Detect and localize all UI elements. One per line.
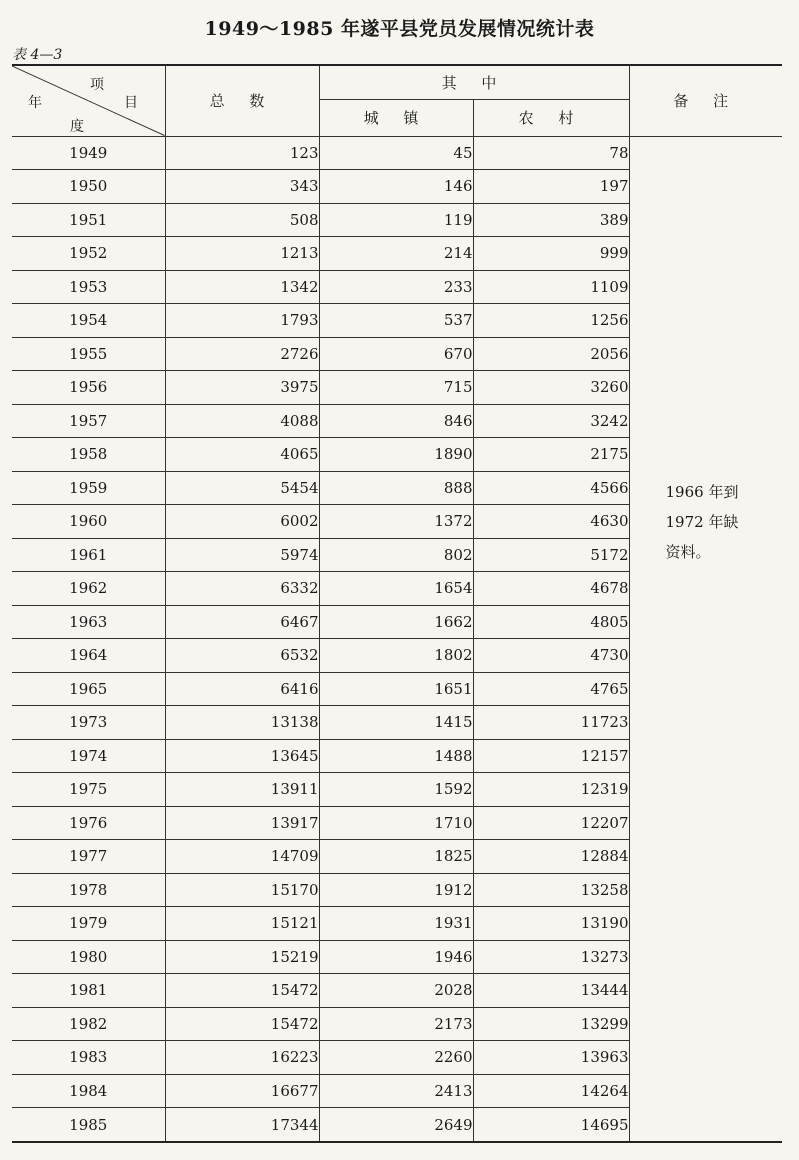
total-cell: 6532 <box>165 639 319 673</box>
total-cell: 13911 <box>165 773 319 807</box>
rural-cell: 5172 <box>473 538 629 572</box>
urban-cell: 1488 <box>319 739 473 773</box>
rural-cell: 13299 <box>473 1007 629 1041</box>
year-cell: 1963 <box>12 605 165 639</box>
header-total: 总 数 <box>165 66 319 136</box>
table-body <box>12 136 782 1141</box>
total-cell: 5454 <box>165 471 319 505</box>
total-cell: 5974 <box>165 538 319 572</box>
year-cell: 1964 <box>12 639 165 673</box>
urban-cell: 888 <box>319 471 473 505</box>
rural-cell: 4630 <box>473 505 629 539</box>
urban-cell: 146 <box>319 170 473 204</box>
urban-cell: 45 <box>319 136 473 170</box>
rural-cell: 13444 <box>473 974 629 1008</box>
year-cell: 1976 <box>12 806 165 840</box>
urban-cell: 802 <box>319 538 473 572</box>
rural-cell: 14695 <box>473 1108 629 1142</box>
remark-line: 资料。 <box>665 542 711 561</box>
urban-cell: 1651 <box>319 672 473 706</box>
year-cell: 1975 <box>12 773 165 807</box>
rural-cell: 14264 <box>473 1074 629 1108</box>
total-cell: 14709 <box>165 840 319 874</box>
rural-cell: 197 <box>473 170 629 204</box>
total-cell: 4088 <box>165 404 319 438</box>
year-cell: 1974 <box>12 739 165 773</box>
diagonal-item-label-2: 目 <box>124 95 138 111</box>
urban-cell: 1946 <box>319 940 473 974</box>
urban-cell: 1415 <box>319 706 473 740</box>
urban-cell: 1802 <box>319 639 473 673</box>
rural-cell: 1109 <box>473 270 629 304</box>
bottom-rule <box>12 1141 782 1143</box>
year-cell: 1980 <box>12 940 165 974</box>
total-cell: 16223 <box>165 1041 319 1075</box>
rural-cell: 999 <box>473 237 629 271</box>
year-cell: 1949 <box>12 136 165 170</box>
remark-line: 1966 年到 <box>665 482 739 501</box>
year-cell: 1979 <box>12 907 165 941</box>
total-cell: 13645 <box>165 739 319 773</box>
year-cell: 1978 <box>12 873 165 907</box>
total-cell: 16677 <box>165 1074 319 1108</box>
total-cell: 1342 <box>165 270 319 304</box>
header-rural: 农 村 <box>473 99 629 136</box>
rural-cell: 13190 <box>473 907 629 941</box>
urban-cell: 1592 <box>319 773 473 807</box>
total-cell: 13917 <box>165 806 319 840</box>
total-cell: 4065 <box>165 438 319 472</box>
remark-text <box>630 137 783 567</box>
year-cell: 1958 <box>12 438 165 472</box>
rural-cell: 389 <box>473 203 629 237</box>
total-cell: 6416 <box>165 672 319 706</box>
total-cell: 15472 <box>165 1007 319 1041</box>
rural-cell: 12207 <box>473 806 629 840</box>
year-cell: 1965 <box>12 672 165 706</box>
table-number: 表 4—3 <box>12 47 63 63</box>
diagonal-year-label-1: 年 <box>28 95 42 111</box>
rural-cell: 12884 <box>473 840 629 874</box>
total-cell: 13138 <box>165 706 319 740</box>
header-remark: 备 注 <box>629 66 782 136</box>
header-among: 其 中 <box>319 66 629 99</box>
table-row <box>12 136 782 170</box>
rural-cell: 1256 <box>473 304 629 338</box>
urban-cell: 1372 <box>319 505 473 539</box>
urban-cell: 1931 <box>319 907 473 941</box>
total-cell: 15472 <box>165 974 319 1008</box>
urban-cell: 1654 <box>319 572 473 606</box>
urban-cell: 214 <box>319 237 473 271</box>
total-cell: 6002 <box>165 505 319 539</box>
header-urban: 城 镇 <box>319 99 473 136</box>
urban-cell: 537 <box>319 304 473 338</box>
urban-cell: 233 <box>319 270 473 304</box>
rural-cell: 3242 <box>473 404 629 438</box>
remark-cell <box>629 136 782 1141</box>
diagonal-item-label-1: 项 <box>90 77 104 93</box>
urban-cell: 1890 <box>319 438 473 472</box>
year-cell: 1955 <box>12 337 165 371</box>
urban-cell: 1825 <box>319 840 473 874</box>
total-cell: 123 <box>165 136 319 170</box>
year-cell: 1985 <box>12 1108 165 1142</box>
year-cell: 1951 <box>12 203 165 237</box>
year-cell: 1954 <box>12 304 165 338</box>
urban-cell: 2028 <box>319 974 473 1008</box>
rural-cell: 12319 <box>473 773 629 807</box>
total-cell: 15219 <box>165 940 319 974</box>
rural-cell: 78 <box>473 136 629 170</box>
diagonal-year-label-2: 度 <box>70 119 84 135</box>
urban-cell: 715 <box>319 371 473 405</box>
total-cell: 6467 <box>165 605 319 639</box>
total-cell: 15121 <box>165 907 319 941</box>
urban-cell: 2413 <box>319 1074 473 1108</box>
rural-cell: 4805 <box>473 605 629 639</box>
table-header <box>12 66 782 136</box>
total-cell: 343 <box>165 170 319 204</box>
total-cell: 6332 <box>165 572 319 606</box>
remark-line: 1972 年缺 <box>665 512 739 531</box>
rural-cell: 13963 <box>473 1041 629 1075</box>
total-cell: 508 <box>165 203 319 237</box>
rural-cell: 4765 <box>473 672 629 706</box>
urban-cell: 2173 <box>319 1007 473 1041</box>
rural-cell: 4730 <box>473 639 629 673</box>
year-cell: 1957 <box>12 404 165 438</box>
urban-cell: 2649 <box>319 1108 473 1142</box>
total-cell: 1213 <box>165 237 319 271</box>
urban-cell: 1710 <box>319 806 473 840</box>
urban-cell: 2260 <box>319 1041 473 1075</box>
total-cell: 15170 <box>165 873 319 907</box>
year-cell: 1984 <box>12 1074 165 1108</box>
total-cell: 2726 <box>165 337 319 371</box>
year-cell: 1959 <box>12 471 165 505</box>
year-cell: 1983 <box>12 1041 165 1075</box>
year-cell: 1981 <box>12 974 165 1008</box>
total-cell: 1793 <box>165 304 319 338</box>
year-cell: 1982 <box>12 1007 165 1041</box>
page-title: 1949～1985 年遂平县党员发展情况统计表 <box>204 18 595 40</box>
year-cell: 1961 <box>12 538 165 572</box>
year-cell: 1952 <box>12 237 165 271</box>
year-cell: 1962 <box>12 572 165 606</box>
year-cell: 1950 <box>12 170 165 204</box>
total-cell: 17344 <box>165 1108 319 1142</box>
year-cell: 1953 <box>12 270 165 304</box>
rural-cell: 4566 <box>473 471 629 505</box>
rural-cell: 13258 <box>473 873 629 907</box>
urban-cell: 670 <box>319 337 473 371</box>
rural-cell: 12157 <box>473 739 629 773</box>
year-cell: 1960 <box>12 505 165 539</box>
urban-cell: 1912 <box>319 873 473 907</box>
rural-cell: 13273 <box>473 940 629 974</box>
urban-cell: 1662 <box>319 605 473 639</box>
rural-cell: 2175 <box>473 438 629 472</box>
urban-cell: 846 <box>319 404 473 438</box>
rural-cell: 4678 <box>473 572 629 606</box>
year-cell: 1973 <box>12 706 165 740</box>
diagonal-header-cell <box>12 66 165 136</box>
total-cell: 3975 <box>165 371 319 405</box>
rural-cell: 11723 <box>473 706 629 740</box>
statistics-table <box>12 66 782 1142</box>
rural-cell: 3260 <box>473 371 629 405</box>
urban-cell: 119 <box>319 203 473 237</box>
year-cell: 1977 <box>12 840 165 874</box>
rural-cell: 2056 <box>473 337 629 371</box>
year-cell: 1956 <box>12 371 165 405</box>
